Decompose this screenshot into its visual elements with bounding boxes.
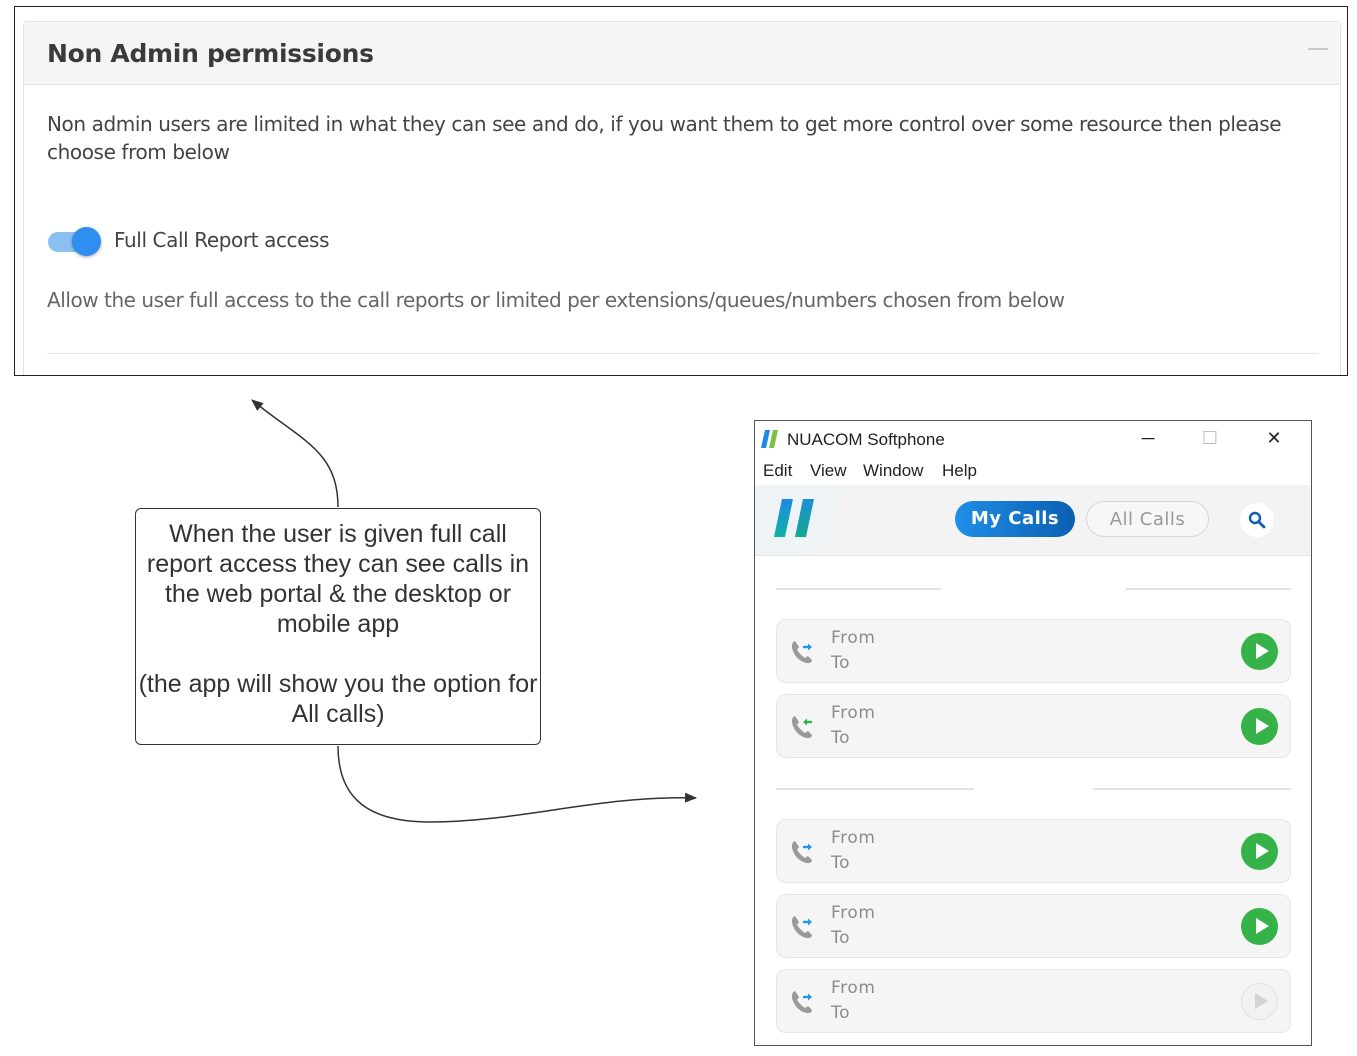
explanation-callout (135, 508, 541, 745)
play-icon-disabled (1241, 983, 1278, 1020)
title-bar (755, 421, 1311, 455)
callout-text-note: (the app will show you the option for All calls) (138, 670, 538, 728)
call-row[interactable] (776, 969, 1291, 1033)
call-row[interactable] (776, 894, 1291, 958)
play-icon[interactable] (1241, 708, 1278, 745)
call-row[interactable] (776, 694, 1291, 758)
menu-bar (755, 455, 1311, 485)
call-report-description: Allow the user full access to the call reports or limited per extensions/queues/numbers chosen from below (47, 288, 1065, 312)
nuacom-app-icon (761, 430, 781, 448)
call-to: To (831, 728, 851, 748)
play-icon[interactable] (1241, 833, 1278, 870)
outgoing-call-icon (789, 638, 817, 666)
call-row[interactable] (776, 619, 1291, 683)
window-title: NUACOM Softphone (787, 430, 945, 449)
play-icon[interactable] (1241, 633, 1278, 670)
panel-title: Non Admin permissions (47, 39, 374, 68)
maximize-button[interactable]: ☐ (1201, 428, 1219, 448)
search-button[interactable] (1240, 503, 1274, 537)
full-call-report-label: Full Call Report access (114, 228, 330, 252)
outgoing-call-icon (789, 988, 817, 1016)
menu-window[interactable]: Window (863, 461, 924, 480)
date-separator-right (1126, 588, 1291, 590)
date-separator-left (776, 588, 941, 590)
call-from: From (831, 628, 876, 648)
call-from: From (831, 903, 876, 923)
play-icon[interactable] (1241, 908, 1278, 945)
outgoing-call-icon (789, 838, 817, 866)
call-from: From (831, 978, 876, 998)
softphone-toolbar (755, 485, 1311, 556)
callout-text-main: When the user is given full call report access they can see calls in the web portal & the desktop or mobile app (146, 520, 530, 638)
date-separator-left (776, 788, 974, 790)
outgoing-call-icon (789, 913, 817, 941)
menu-edit[interactable]: Edit (763, 461, 793, 480)
close-button[interactable]: ✕ (1266, 428, 1282, 448)
nuacom-logo-icon (773, 499, 819, 539)
call-to: To (831, 928, 851, 948)
call-row[interactable] (776, 819, 1291, 883)
incoming-call-icon (789, 713, 817, 741)
nuacom-logo[interactable] (755, 485, 837, 555)
menu-view[interactable]: View (810, 461, 847, 480)
minimize-button[interactable]: ─ (1141, 428, 1155, 448)
arrow-to-portal (252, 400, 338, 507)
call-to: To (831, 653, 851, 673)
date-separator-right (1093, 788, 1291, 790)
tab-my-calls[interactable]: My Calls (955, 501, 1075, 537)
menu-help[interactable]: Help (942, 461, 977, 480)
permissions-intro-text: Non admin users are limited in what they can see and do, if you want them to get more control over some resource then please choose from below (47, 112, 1282, 164)
softphone-window (754, 420, 1312, 1046)
call-to: To (831, 1003, 851, 1023)
call-to: To (831, 853, 851, 873)
call-from: From (831, 828, 876, 848)
call-from: From (831, 703, 876, 723)
tab-all-calls[interactable]: All Calls (1086, 501, 1209, 537)
arrow-to-softphone (338, 746, 696, 822)
search-icon (1248, 511, 1266, 529)
